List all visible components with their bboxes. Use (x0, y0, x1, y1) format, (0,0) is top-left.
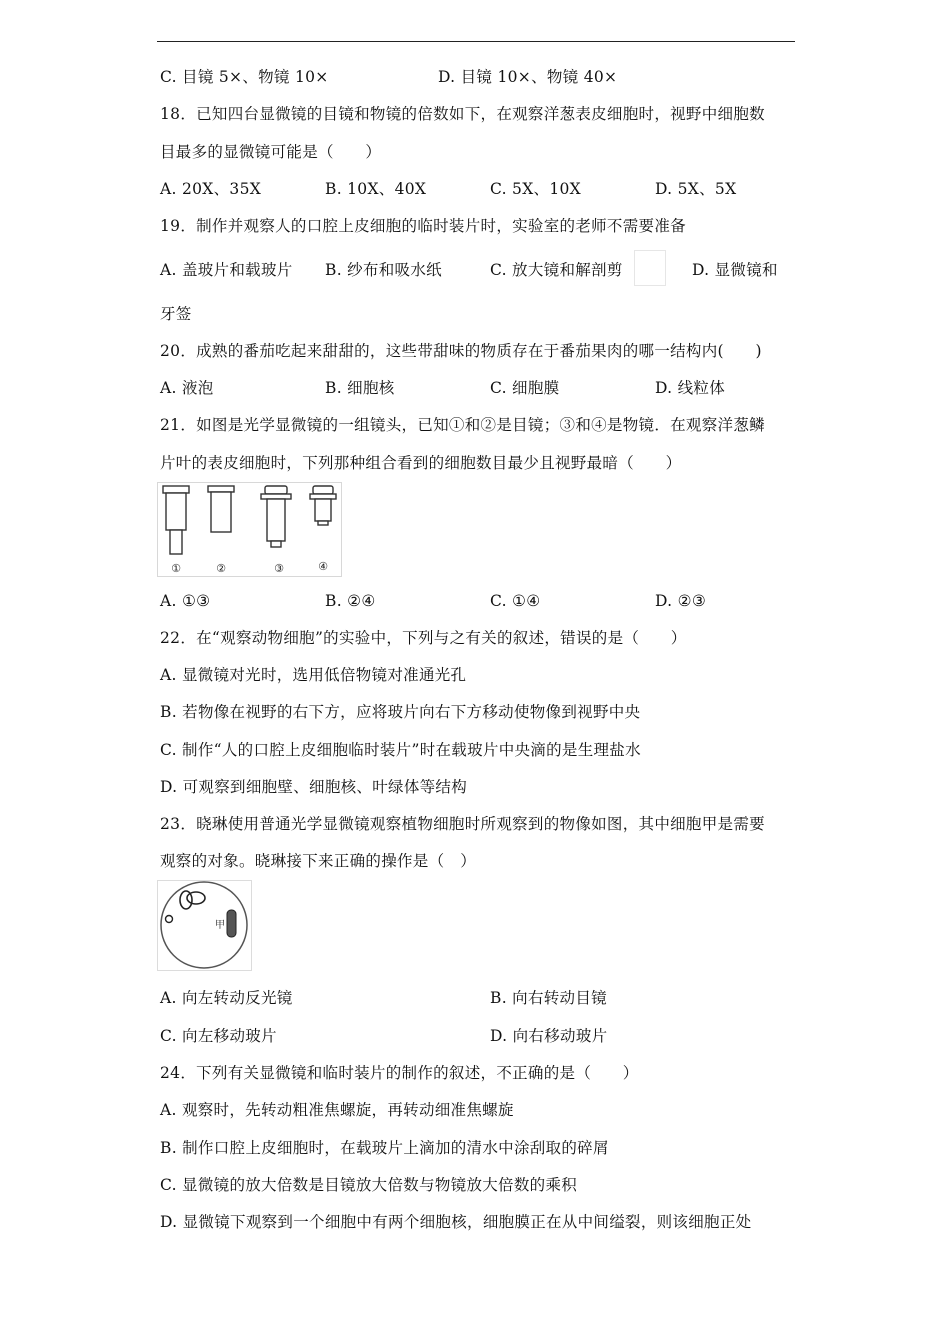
q23-option-c[interactable]: C. 向左移动玻片 (160, 1027, 277, 1045)
lens-label-1: ① (171, 562, 181, 575)
q19-option-b[interactable]: B. 纱布和吸水纸 (325, 261, 442, 279)
q20-option-a[interactable]: A. 液泡 (160, 379, 214, 397)
q18-stem-line1: 18．已知四台显微镜的目镜和物镜的倍数如下，在观察洋葱表皮细胞时，视野中细胞数 (160, 105, 765, 123)
q18-option-c[interactable]: C. 5X、10X (490, 180, 582, 198)
q21-stem-line1: 21．如图是光学显微镜的一组镜头，已知①和②是目镜；③和④是物镜．在观察洋葱鳞 (160, 416, 765, 434)
q19-stem: 19．制作并观察人的口腔上皮细胞的临时装片时，实验室的老师不需要准备 (160, 217, 686, 235)
q19-option-d-continuation: 牙签 (160, 305, 192, 323)
q24-option-c[interactable]: C. 显微镜的放大倍数是目镜放大倍数与物镜放大倍数的乘积 (160, 1176, 578, 1194)
q23-option-b[interactable]: B. 向右转动目镜 (490, 989, 607, 1007)
lens-label-4: ④ (318, 560, 328, 573)
microscope-field-of-view-figure (157, 880, 253, 972)
q20-option-b[interactable]: B. 细胞核 (325, 379, 395, 397)
q17-option-c[interactable]: C. 目镜 5×、物镜 10× (160, 68, 329, 86)
lens-label-3: ③ (274, 562, 284, 575)
eyepiece-lens-2 (208, 486, 234, 532)
q20-option-d[interactable]: D. 线粒体 (655, 379, 726, 397)
q18-stem-line2: 目最多的显微镜可能是（ ） (160, 143, 382, 161)
q23-option-a[interactable]: A. 向左转动反光镜 (160, 989, 293, 1007)
cell-jia (227, 910, 236, 937)
q21-option-d[interactable]: D. ②③ (655, 592, 707, 610)
q21-option-b[interactable]: B. ②④ (325, 592, 376, 610)
q17-option-d[interactable]: D. 目镜 10×、物镜 40× (438, 68, 618, 86)
lens-label-2: ② (216, 562, 226, 575)
header-rule (157, 41, 795, 42)
q20-option-c[interactable]: C. 细胞膜 (490, 379, 560, 397)
q22-option-b[interactable]: B. 若物像在视野的右下方，应将玻片向右下方移动使物像到视野中央 (160, 703, 641, 721)
q18-option-a[interactable]: A. 20X、35X (160, 180, 262, 198)
q21-option-c[interactable]: C. ①④ (490, 592, 541, 610)
q19-option-c[interactable]: C. 放大镜和解剖剪 (490, 261, 623, 279)
q24-option-b[interactable]: B. 制作口腔上皮细胞时，在载玻片上滴加的清水中涂刮取的碎屑 (160, 1139, 609, 1157)
q22-stem: 22．在“观察动物细胞”的实验中，下列与之有关的叙述，错误的是（ ） (160, 629, 687, 647)
q20-stem: 20．成熟的番茄吃起来甜甜的，这些带甜味的物质存在于番茄果肉的哪一结构内( ) (160, 342, 762, 360)
q18-option-d[interactable]: D. 5X、5X (655, 180, 737, 198)
q18-option-b[interactable]: B. 10X、40X (325, 180, 427, 198)
q22-option-a[interactable]: A. 显微镜对光时，选用低倍物镜对准通光孔 (160, 666, 467, 684)
q22-option-d[interactable]: D. 可观察到细胞壁、细胞核、叶绿体等结构 (160, 778, 468, 796)
cell-jia-label: 甲 (215, 920, 225, 931)
microscope-lenses-figure (157, 482, 343, 578)
q21-stem-line2: 片叶的表皮细胞时，下列那种组合看到的细胞数目最少且视野最暗（ ） (160, 454, 682, 472)
q24-option-a[interactable]: A. 观察时，先转动粗准焦螺旋，再转动细准焦螺旋 (160, 1101, 514, 1119)
q21-option-a[interactable]: A. ①③ (160, 592, 211, 610)
q24-stem: 24．下列有关显微镜和临时装片的制作的叙述，不正确的是（ ） (160, 1064, 639, 1082)
q24-option-d[interactable]: D. 显微镜下观察到一个细胞中有两个细胞核，细胞膜正在从中间缢裂，则该细胞正处 (160, 1213, 752, 1231)
q23-stem-line1: 23．晓琳使用普通光学显微镜观察植物细胞时所观察到的物像如图，其中细胞甲是需要 (160, 815, 765, 833)
q23-stem-line2: 观察的对象。晓琳接下来正确的操作是（ ） (160, 852, 477, 870)
q22-option-c[interactable]: C. 制作“人的口腔上皮细胞临时装片”时在载玻片中央滴的是生理盐水 (160, 741, 641, 759)
q19-option-a[interactable]: A. 盖玻片和载玻片 (160, 261, 293, 279)
blank-box (634, 250, 666, 286)
q19-option-d[interactable]: D. 显微镜和 (692, 261, 778, 279)
q23-option-d[interactable]: D. 向右移动玻片 (490, 1027, 608, 1045)
